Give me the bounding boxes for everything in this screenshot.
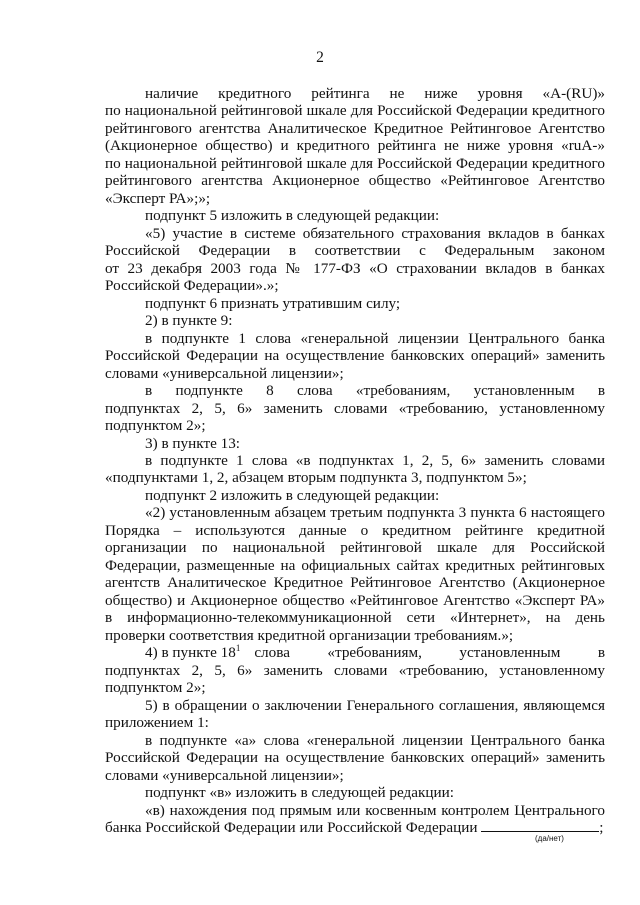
text-line: по национальной рейтинговой шкале для Российской Федерации кредитного [105,155,605,172]
text-line: в подпункте «а» слова «генеральной лицензии Центрального банка [145,732,605,749]
text-line: словами «универсальной лицензии»; [105,767,344,784]
text-fragment: банка Российской Федерации или Российской Федерации [105,819,478,836]
text-line: рейтингового агентства Аналитическое Кредитное Рейтинговое Агентство [105,120,605,137]
text-line: рейтингового агентства Акционерное общество «Рейтинговое Агентство [105,172,605,189]
blank-answer-field[interactable] [481,819,599,832]
text-line: Российской Федерации».»; [105,277,279,294]
text-line: (Акционерное общество) и кредитного рейтинга не ниже уровня «ruA-» [105,137,605,154]
text-line: наличие кредитного рейтинга не ниже уровня «A-(RU)» [145,85,605,102]
text-line: 2) в пункте 9: [145,312,233,329]
text-line: подпункт 2 изложить в следующей редакции: [145,487,440,504]
text-line: в подпункте 1 слова «в подпунктах 1, 2, 5, 6» заменить словами [145,452,605,469]
text-line-with-field [105,818,605,837]
text-fragment: 4) в пункте $18^1$ [145,643,241,661]
text-line: подпунктом 2»; [105,417,206,434]
text-line: «5) участие в системе обязательного страхования вкладов в банках [145,225,605,242]
field-hint: (да/нет) [535,834,564,843]
text-line: организации по национальной рейтинговой шкале для Российской [105,539,605,556]
text-line: подпункт «в» изложить в следующей редакции: [145,784,454,801]
text-fragment: слова «требованиям, установленным в [254,644,605,661]
text-line: 5) в обращении о заключении Генерального соглашения, являющемся [145,697,605,714]
text-fragment: ; [599,819,604,836]
text-line: подпунктом 2»; [105,679,206,696]
text-line: «2) установленным абзацем третьим подпункта 3 пункта 6 настоящего [145,504,605,521]
text-line: Российской Федерации на осуществление банковских операций» заменить [105,347,605,364]
superscript: 1 [235,643,241,653]
text-line: Российской Федерации в соответствии с Федеральным законом [105,242,605,259]
text-line: «подпунктами 1, 2, абзацем вторым подпункта 3, подпунктом 5»; [105,469,527,486]
text-line: по национальной рейтинговой шкале для Российской Федерации кредитного [105,102,605,119]
text-line: подпунктах 2, 5, 6» заменить словами «требованию, установленному [105,400,605,417]
text-line: подпункт 5 изложить в следующей редакции: [145,207,440,224]
text-line-with-superscript [145,643,605,662]
text-line: «в) нахождения под прямым или косвенным контролем Центрального [145,802,605,819]
text-line: подпункт 6 признать утратившим силу; [145,295,401,312]
text-line: в подпункте 8 слова «требованиям, установленным в [145,382,605,399]
text-line: общество) и Акционерное общество «Рейтинговое Агентство «Эксперт РА» [105,592,605,609]
text-line: в информационно-телекоммуникационной сети «Интернет», на день [105,609,605,626]
page-number: 2 [316,49,324,66]
text-line: подпунктах 2, 5, 6» заменить словами «требованию, установленному [105,662,605,679]
text-line: агентств Аналитическое Кредитное Рейтинговое Агентство (Акционерное [105,574,605,591]
text-line: словами «универсальной лицензии»; [105,365,344,382]
text-line: Федерации, размещенные на официальных сайтах кредитных рейтинговых [105,557,605,574]
text-line: в подпункте 1 слова «генеральной лицензии Центрального банка [145,330,605,347]
text-line: «Эксперт РА»;»; [105,190,211,207]
text-line: 3) в пункте 13: [145,435,241,452]
text-line: проверки соответствия кредитной организации требованиям.»; [105,627,514,644]
text-line: Порядка – используются данные о кредитном рейтинге кредитной [105,522,605,539]
text-line: от 23 декабря 2003 года № 177-ФЗ «О страховании вкладов в банках [105,260,605,277]
text-line: приложением 1: [105,714,209,731]
text-line: Российской Федерации на осуществление банковских операций» заменить [105,749,605,766]
